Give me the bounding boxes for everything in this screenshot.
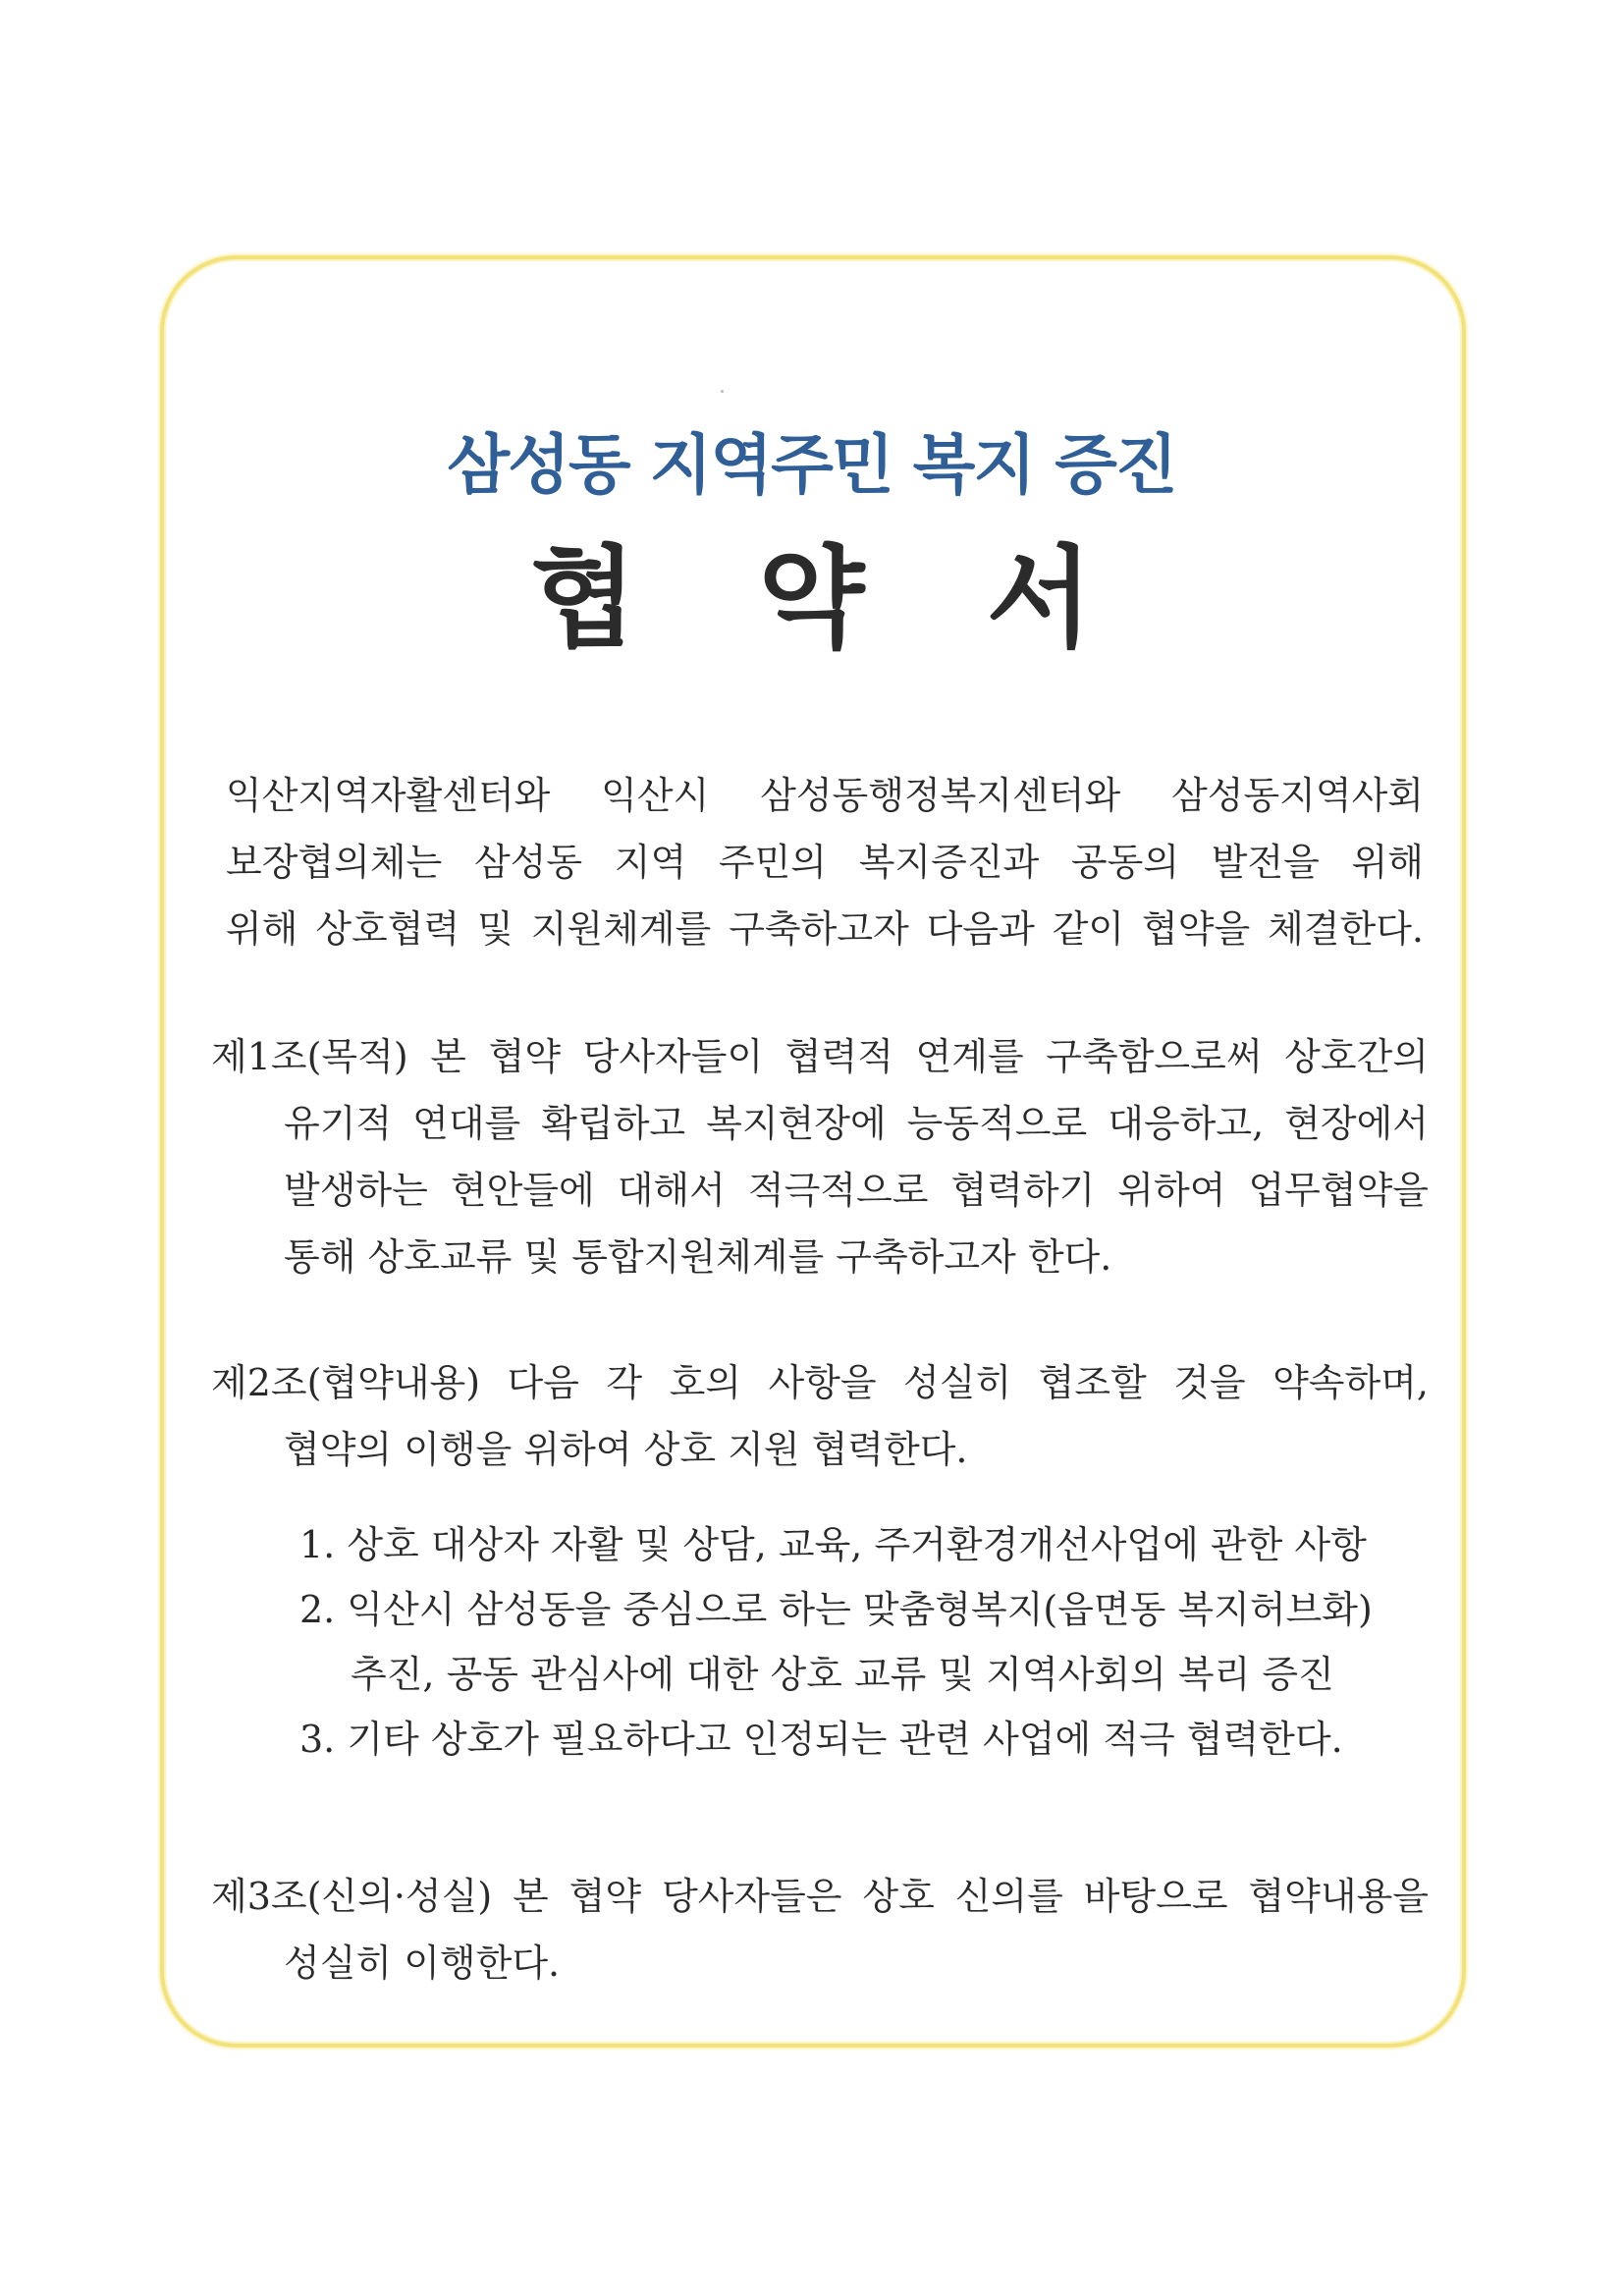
article-2-items bbox=[299, 1512, 1429, 1772]
article-3-heading-line: 제3조(신의·성실) 본 협약 당사자들은 상호 신의를 바탕으로 협약내용을 bbox=[211, 1875, 1429, 1918]
article-1 bbox=[211, 1023, 1429, 1290]
article-2 bbox=[211, 1349, 1429, 1483]
article-1-line: 유기적 연대를 확립하고 복지현장에 능동적으로 대응하고, 현장에서 bbox=[284, 1102, 1429, 1145]
intro-line: 위해 상호협력 및 지원체계를 구축하고자 다음과 같이 협약을 체결한다. bbox=[226, 907, 1424, 951]
list-item: 1. 상호 대상자 자활 및 상담, 교육, 주거환경개선사업에 관한 사항 bbox=[299, 1523, 1367, 1566]
article-3-line: 성실히 이행한다. bbox=[284, 1941, 561, 1985]
article-2-heading-line: 제2조(협약내용) 다음 각 호의 사항을 성실히 협조할 것을 약속하며, bbox=[211, 1361, 1429, 1404]
intro-line: 익산지역자활센터와 익산시 삼성동행정복지센터와 삼성동지역사회 bbox=[226, 774, 1424, 817]
list-item-continuation: 추진, 공동 관심사에 대한 상호 교류 및 지역사회의 복리 증진 bbox=[351, 1653, 1334, 1696]
article-1-line: 통해 상호교류 및 통합지원체계를 구축하고자 한다. bbox=[284, 1235, 1112, 1279]
document-subtitle: 삼성동 지역주민 복지 증진 bbox=[447, 427, 1176, 503]
article-2-line: 협약의 이행을 위하여 상호 지원 협력한다. bbox=[284, 1428, 968, 1471]
title-char-2: 약 bbox=[758, 534, 865, 663]
list-item: 3. 기타 상호가 필요하다고 인정되는 관련 사업에 적극 협력한다. bbox=[299, 1718, 1343, 1761]
list-item: 2. 익산시 삼성동을 중심으로 하는 맞춤형복지(읍면동 복지허브화) bbox=[299, 1588, 1373, 1631]
article-1-line: 발생하는 현안들에 대해서 적극적으로 협력하기 위하여 업무협약을 bbox=[284, 1169, 1429, 1212]
article-3 bbox=[211, 1863, 1429, 1996]
intro-line: 보장협의체는 삼성동 지역 주민의 복지증진과 공동의 발전을 위해 bbox=[226, 841, 1424, 884]
title-char-3: 서 bbox=[986, 534, 1093, 663]
title-char-1: 협 bbox=[530, 534, 637, 663]
intro-paragraph bbox=[226, 762, 1424, 962]
document-title bbox=[0, 511, 1623, 669]
article-1-heading-line: 제1조(목적) 본 협약 당사자들이 협력적 연계를 구축함으로써 상호간의 bbox=[211, 1035, 1429, 1078]
